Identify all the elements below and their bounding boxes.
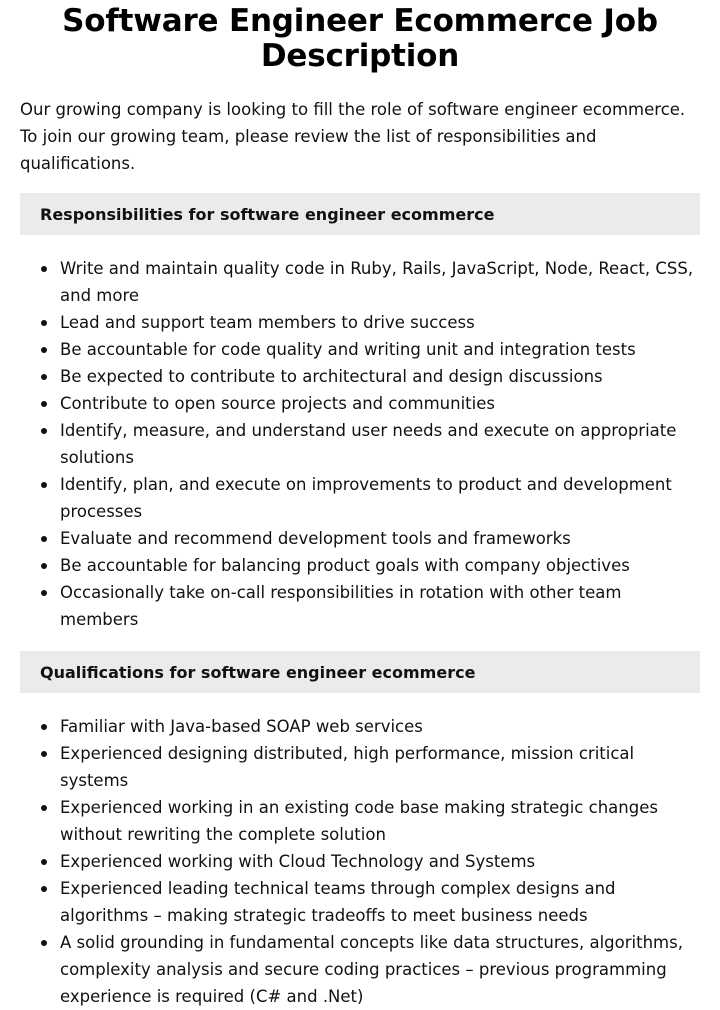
intro-paragraph: Our growing company is looking to fill the role of software engineer ecommerce. To join our growing team, please review the list of responsibilities and qualifications. (20, 100, 686, 173)
responsibilities-heading: Responsibilities for software engineer ecommerce (20, 193, 700, 235)
list-item: Contribute to open source projects and communities (60, 390, 700, 417)
list-item: Evaluate and recommend development tools and frameworks (60, 525, 700, 552)
list-item: Experienced working with Cloud Technology and Systems (60, 848, 700, 875)
list-item: Occasionally take on-call responsibilities in rotation with other team members (60, 579, 700, 633)
list-item: Write and maintain quality code in Ruby, Rails, JavaScript, Node, React, CSS, and more (60, 255, 700, 309)
list-item: Experienced working in an existing code base making strategic changes without rewriting the complete solution (60, 794, 700, 848)
list-item: Identify, plan, and execute on improvements to product and development processes (60, 471, 700, 525)
list-item: Experienced designing distributed, high performance, mission critical systems (60, 740, 700, 794)
list-item: Be accountable for balancing product goals with company objectives (60, 552, 700, 579)
list-item: Experienced leading technical teams through complex designs and algorithms – making strategic tradeoffs to meet business needs (60, 875, 700, 929)
responsibilities-list (20, 255, 700, 633)
list-item: Be accountable for code quality and writing unit and integration tests (60, 336, 700, 363)
list-item: Identify, measure, and understand user needs and execute on appropriate solutions (60, 417, 700, 471)
qualifications-heading: Qualifications for software engineer ecommerce (20, 651, 700, 693)
page-title: Software Engineer Ecommerce Job Description (62, 3, 658, 74)
list-item: Be expected to contribute to architectural and design discussions (60, 363, 700, 390)
qualifications-list (20, 713, 700, 1010)
list-item: Lead and support team members to drive success (60, 309, 700, 336)
list-item: Familiar with Java-based SOAP web services (60, 713, 700, 740)
list-item: A solid grounding in fundamental concepts like data structures, algorithms, complexity analysis and secure coding practices – previous programming experience is required (C# and .Net) (60, 929, 700, 1010)
